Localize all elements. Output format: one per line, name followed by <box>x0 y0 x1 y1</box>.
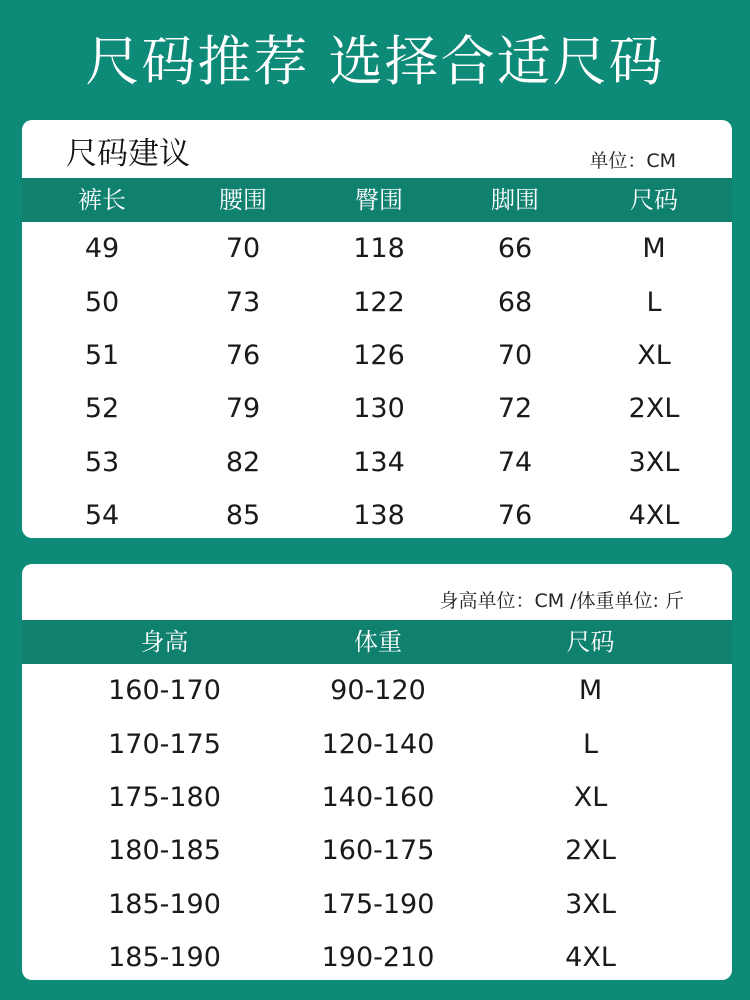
cell-weight: 175-190 <box>321 888 435 920</box>
table-row <box>22 878 732 931</box>
cell-leg-opening: 66 <box>497 233 533 265</box>
cell-height: 180-185 <box>108 835 221 867</box>
cell-size: M <box>578 675 603 707</box>
cell-leg-opening: 68 <box>497 286 533 318</box>
table-row <box>22 717 732 770</box>
height-weight-table-body <box>22 664 732 980</box>
height-weight-card <box>22 564 732 980</box>
cell-size: L <box>582 728 599 760</box>
header-height: 身高 <box>140 628 189 656</box>
table-row <box>22 222 732 275</box>
cell-pants-length: 49 <box>84 233 120 265</box>
cell-weight: 90-120 <box>330 675 426 707</box>
cell-pants-length: 50 <box>84 286 120 318</box>
size-table-body <box>22 222 732 538</box>
height-weight-unit-note: 身高单位：CM /体重单位: 斤 <box>439 590 684 612</box>
cell-pants-length: 54 <box>84 500 120 532</box>
cell-size: 3XL <box>628 446 680 478</box>
size-suggestion-title: 尺码建议 <box>66 136 190 172</box>
cell-pants-length: 52 <box>84 393 120 425</box>
cell-hip: 138 <box>353 500 405 532</box>
cell-height: 185-190 <box>108 942 221 974</box>
cell-pants-length: 51 <box>84 339 120 371</box>
cell-height: 160-170 <box>108 675 221 707</box>
cell-height: 170-175 <box>108 728 221 760</box>
header-hip: 臀围 <box>355 186 403 214</box>
table-row <box>22 664 732 717</box>
cell-waist: 70 <box>225 233 261 265</box>
cell-pants-length: 53 <box>84 446 120 478</box>
table-row <box>22 824 732 877</box>
table-row <box>22 275 732 328</box>
cell-weight: 140-160 <box>321 781 435 813</box>
cell-size: 2XL <box>565 835 616 867</box>
header-size: 尺码 <box>566 628 615 656</box>
table-row <box>22 931 732 980</box>
table-row <box>22 489 732 538</box>
header-pants-length: 裤长 <box>78 186 126 214</box>
page-title: 尺码推荐 选择合适尺码 <box>85 30 665 93</box>
cell-leg-opening: 72 <box>497 393 533 425</box>
cell-leg-opening: 70 <box>497 339 533 371</box>
header-leg-opening: 脚围 <box>491 186 539 214</box>
unit-note: 单位：CM <box>589 150 676 172</box>
cell-waist: 73 <box>225 286 261 318</box>
cell-height: 175-180 <box>108 781 221 813</box>
cell-size: XL <box>573 781 608 813</box>
cell-size: 4XL <box>628 500 680 532</box>
cell-height: 185-190 <box>108 888 221 920</box>
header-size: 尺码 <box>630 186 678 214</box>
cell-size: 3XL <box>565 888 616 920</box>
header-weight: 体重 <box>354 628 402 656</box>
cell-size: XL <box>637 339 671 371</box>
table-row <box>22 382 732 435</box>
cell-waist: 79 <box>225 393 261 425</box>
cell-weight: 120-140 <box>321 728 435 760</box>
table-row <box>22 771 732 824</box>
table-row <box>22 329 732 382</box>
cell-hip: 126 <box>353 339 405 371</box>
cell-weight: 190-210 <box>321 942 435 974</box>
cell-hip: 134 <box>353 446 405 478</box>
table-row <box>22 436 732 489</box>
cell-waist: 85 <box>225 500 261 532</box>
cell-size: M <box>642 233 666 265</box>
cell-leg-opening: 74 <box>497 446 533 478</box>
cell-size: 2XL <box>628 393 680 425</box>
cell-waist: 76 <box>225 339 261 371</box>
cell-hip: 130 <box>353 393 405 425</box>
cell-weight: 160-175 <box>321 835 435 867</box>
cell-size: 4XL <box>565 942 616 974</box>
cell-hip: 122 <box>353 286 405 318</box>
header-waist: 腰围 <box>219 186 267 214</box>
size-suggestion-card <box>22 120 732 538</box>
height-weight-table-header <box>22 620 732 664</box>
cell-leg-opening: 76 <box>497 500 533 532</box>
cell-waist: 82 <box>225 446 261 478</box>
cell-size: L <box>646 286 662 318</box>
cell-hip: 118 <box>353 233 405 265</box>
size-table-header <box>22 178 732 222</box>
